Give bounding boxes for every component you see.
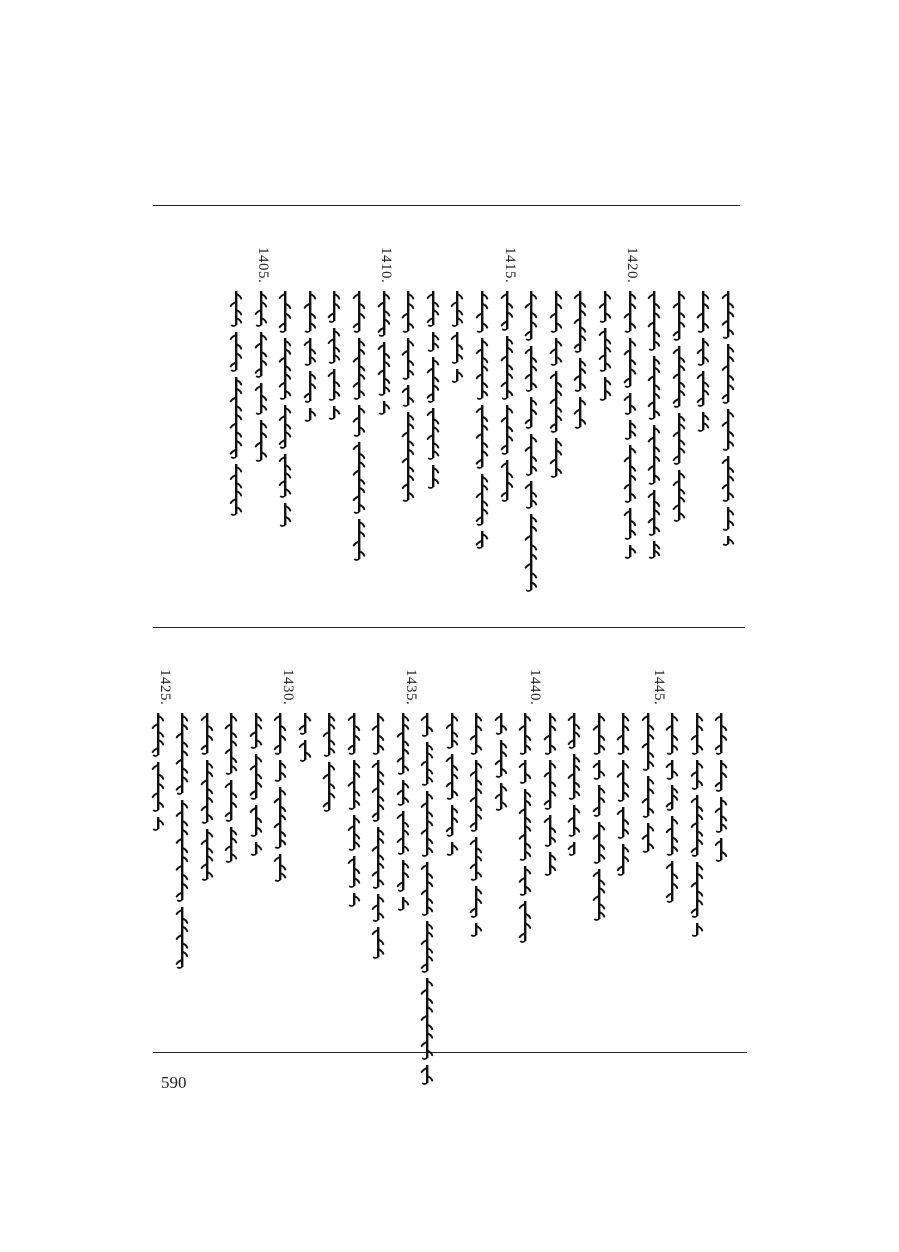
script-word [397, 811, 408, 854]
mongolian-text-column [352, 289, 366, 574]
script-word [593, 760, 604, 779]
script-word [575, 291, 586, 352]
script-word [354, 519, 365, 560]
mongolian-text-column [371, 711, 385, 972]
script-word [329, 328, 340, 363]
script-word [177, 713, 188, 794]
mongolian-text-column [592, 711, 606, 934]
script-glyphs [592, 711, 606, 934]
script-glyphs [518, 711, 532, 956]
script-glyphs [623, 289, 637, 572]
mongolian-text-column [426, 289, 440, 502]
script-glyphs [352, 289, 366, 574]
line-number: 1435. [403, 669, 419, 706]
script-word [348, 760, 359, 809]
script-glyphs [450, 289, 464, 396]
script-word [177, 907, 188, 968]
script-glyphs [469, 711, 483, 950]
script-word [446, 805, 457, 836]
script-word [520, 866, 531, 895]
script-word [354, 405, 365, 436]
script-word [251, 842, 261, 855]
script-word [691, 795, 702, 856]
script-word [422, 862, 433, 915]
script-word [649, 356, 660, 419]
script-word [593, 869, 604, 920]
script-word [642, 823, 653, 852]
script-word [477, 531, 488, 548]
mongolian-text-column [696, 289, 710, 445]
script-word [692, 923, 702, 936]
script-word [447, 842, 457, 855]
script-word [495, 740, 506, 777]
script-word [304, 338, 315, 365]
script-word [667, 816, 678, 855]
script-word [716, 838, 727, 861]
top-rule [153, 205, 740, 206]
mongolian-text-column [278, 289, 292, 540]
script-glyphs [175, 711, 189, 982]
script-word [348, 856, 359, 887]
mongolian-text-column [327, 289, 341, 433]
script-word [698, 291, 709, 332]
mongolian-text-column [396, 711, 410, 924]
script-word [477, 338, 488, 399]
script-word [723, 507, 733, 530]
mongolian-text-column [401, 289, 415, 515]
script-word [452, 291, 463, 326]
script-word [723, 344, 734, 403]
script-word [201, 829, 212, 880]
page-number: 590 [161, 1073, 187, 1092]
script-word [673, 470, 684, 521]
script-word [427, 291, 438, 326]
script-glyphs [690, 711, 704, 950]
script-word [329, 291, 340, 322]
script-glyphs [543, 711, 557, 889]
script-word [667, 713, 678, 754]
script-word [649, 541, 659, 558]
script-word [716, 760, 727, 791]
line-number: 1420. [624, 247, 640, 284]
script-word [446, 754, 457, 799]
script-word [329, 369, 340, 400]
script-glyphs [377, 289, 391, 428]
mongolian-text-column [450, 289, 464, 396]
script-word [299, 740, 310, 761]
script-glyphs [696, 289, 710, 445]
script-word [624, 393, 635, 414]
script-glyphs [278, 289, 292, 540]
script-glyphs [598, 289, 612, 414]
script-word [398, 897, 408, 910]
mongolian-text-column [641, 711, 655, 866]
script-word [667, 785, 678, 810]
script-word [471, 886, 482, 917]
script-word [275, 760, 285, 781]
script-glyphs [500, 289, 514, 515]
script-glyphs [249, 711, 263, 869]
line-number: 1410. [378, 247, 394, 284]
script-word [618, 844, 629, 875]
script-word [723, 291, 734, 338]
script-glyphs [494, 711, 508, 824]
script-word [403, 291, 414, 332]
mongolian-text-column [254, 289, 268, 475]
script-word [698, 338, 709, 365]
script-glyphs [426, 289, 440, 502]
script-word [397, 713, 408, 774]
script-glyphs [401, 289, 415, 515]
script-word [550, 438, 561, 477]
script-word [422, 1065, 433, 1084]
script-glyphs [616, 711, 630, 889]
mongolian-text-column [721, 289, 735, 559]
script-word [544, 815, 555, 846]
mongolian-text-column [500, 289, 514, 515]
script-word [231, 464, 242, 515]
script-word [348, 815, 359, 850]
script-word [231, 332, 242, 371]
script-word [304, 291, 315, 332]
script-word [299, 713, 310, 734]
mongolian-text-column [298, 711, 312, 775]
script-glyphs [445, 711, 459, 869]
script-word [427, 357, 438, 402]
mongolian-text-column [518, 711, 532, 956]
mongolian-text-column [377, 289, 391, 428]
mongolian-text-column [598, 289, 612, 414]
script-word [673, 413, 684, 464]
script-word [569, 754, 580, 799]
script-glyphs [420, 711, 434, 1098]
mongolian-text-column [229, 289, 243, 529]
script-word [280, 503, 290, 526]
script-word [378, 291, 389, 336]
script-word [600, 328, 611, 371]
mongolian-text-column [200, 711, 214, 894]
script-word [354, 291, 365, 332]
script-word [373, 927, 384, 958]
script-word [545, 852, 555, 875]
script-word [373, 760, 384, 821]
mongolian-text-column [347, 711, 361, 920]
script-word [600, 291, 611, 322]
script-word [471, 760, 482, 831]
script-word [624, 338, 635, 387]
script-glyphs [647, 289, 661, 572]
script-word [593, 785, 604, 816]
script-glyphs [714, 711, 728, 875]
script-word [324, 713, 335, 756]
script-word [428, 332, 438, 351]
script-word [625, 545, 635, 558]
mongolian-text-column [665, 711, 679, 916]
script-word [593, 713, 604, 754]
script-word [673, 346, 684, 407]
script-word [471, 837, 482, 880]
script-word [501, 405, 512, 454]
script-word [575, 397, 586, 428]
script-word [152, 713, 163, 756]
script-word [275, 713, 286, 754]
mongolian-text-column [543, 711, 557, 889]
mongolian-text-column [714, 711, 728, 875]
mongolian-text-column [475, 289, 489, 562]
script-word [330, 406, 340, 419]
script-glyphs [224, 711, 238, 876]
script-word [600, 377, 610, 400]
script-word [452, 332, 463, 363]
script-word [550, 291, 561, 332]
script-word [152, 762, 163, 811]
script-word [422, 742, 433, 785]
script-word [520, 789, 531, 860]
script-glyphs [327, 289, 341, 433]
script-word [373, 713, 384, 754]
script-word [716, 713, 727, 754]
script-word [723, 536, 733, 545]
script-glyphs [254, 289, 268, 475]
mongolian-text-column [647, 289, 661, 572]
script-word [667, 760, 678, 779]
script-word [231, 291, 242, 326]
script-glyphs [721, 289, 735, 559]
script-word [550, 338, 561, 365]
script-word [691, 760, 702, 789]
script-glyphs [524, 289, 538, 605]
mongolian-text-column [273, 711, 287, 895]
script-word [275, 854, 286, 881]
script-glyphs [229, 289, 243, 529]
mongolian-text-column [249, 711, 263, 869]
script-word [649, 490, 660, 535]
script-word [569, 842, 576, 855]
script-word [379, 401, 389, 414]
script-word [422, 921, 433, 972]
script-word [593, 822, 604, 863]
line-number: 1430. [280, 669, 296, 706]
script-word [304, 371, 315, 402]
line-number: 1445. [651, 669, 667, 706]
script-word [177, 800, 188, 901]
script-word [544, 713, 555, 754]
script-word [349, 893, 359, 906]
mongolian-text-column [573, 289, 587, 442]
mongolian-text-column [175, 711, 189, 982]
script-word [526, 346, 537, 391]
mongolian-text-column [567, 711, 581, 869]
script-glyphs [672, 289, 686, 535]
script-word [691, 862, 702, 917]
script-word [544, 760, 555, 809]
script-word [698, 371, 709, 406]
script-word [280, 405, 291, 448]
mongolian-text-column [303, 289, 317, 435]
script-word [526, 434, 537, 475]
script-word [280, 454, 291, 497]
script-word [520, 760, 531, 783]
script-glyphs [665, 711, 679, 916]
script-word [324, 762, 335, 811]
script-word [427, 408, 438, 459]
script-word [501, 336, 512, 399]
script-word [153, 817, 163, 830]
mongolian-text-column [672, 289, 686, 535]
script-word [354, 442, 365, 513]
script-word [526, 291, 537, 340]
script-glyphs [371, 711, 385, 972]
script-word [471, 923, 481, 936]
mongolian-text-column [224, 711, 238, 876]
script-glyphs [567, 711, 581, 869]
script-word [255, 420, 266, 461]
script-word [624, 291, 635, 332]
script-word [201, 760, 212, 823]
script-word [201, 713, 212, 754]
script-word [348, 713, 359, 754]
script-word [453, 369, 463, 382]
mongolian-text-column [151, 711, 165, 844]
script-word [618, 760, 629, 801]
script-word [378, 342, 389, 395]
script-word [649, 291, 660, 350]
script-word [526, 397, 537, 428]
script-word [403, 412, 414, 501]
script-glyphs [347, 711, 361, 920]
script-word [422, 978, 433, 1059]
mongolian-text-column [469, 711, 483, 950]
script-word [403, 338, 414, 379]
script-word [723, 409, 734, 450]
script-word [250, 754, 261, 799]
script-glyphs [396, 711, 410, 924]
script-word [642, 776, 653, 817]
script-glyphs [200, 711, 214, 894]
script-word [501, 460, 512, 501]
script-word [471, 713, 482, 754]
script-glyphs [273, 711, 287, 895]
script-glyphs [475, 289, 489, 562]
script-glyphs [322, 711, 336, 825]
script-glyphs [298, 711, 312, 775]
script-word [422, 713, 433, 736]
mongolian-text-column [322, 711, 336, 825]
script-word [569, 805, 580, 836]
script-word [477, 405, 488, 468]
script-word [624, 508, 635, 539]
script-word [255, 332, 266, 377]
script-word [226, 713, 237, 774]
mongolian-text-column [616, 711, 630, 889]
script-word [691, 713, 702, 754]
script-word [642, 713, 653, 770]
mongolian-text-column [494, 711, 508, 824]
script-word [373, 894, 384, 921]
script-word [716, 797, 727, 832]
script-word [526, 481, 537, 508]
script-word [397, 860, 408, 891]
script-word [305, 408, 315, 421]
script-glyphs [151, 711, 165, 844]
script-word [354, 338, 365, 399]
script-word [618, 713, 629, 754]
script-word [255, 383, 266, 414]
script-word [477, 291, 488, 332]
line-number: 1440. [527, 669, 543, 706]
script-word [280, 291, 291, 332]
script-word [520, 901, 531, 942]
script-word [495, 783, 506, 810]
script-word [231, 377, 242, 458]
script-word [624, 445, 635, 502]
script-word [625, 420, 635, 439]
line-number: 1415. [502, 247, 518, 284]
script-glyphs [573, 289, 587, 442]
script-word [569, 713, 580, 748]
script-glyphs [549, 289, 563, 491]
line-number: 1405. [255, 247, 271, 284]
mongolian-text-column [524, 289, 538, 605]
script-word [526, 514, 537, 591]
script-word [667, 861, 678, 902]
script-word [397, 780, 408, 805]
mongolian-text-column [623, 289, 637, 572]
bottom-rule [153, 1052, 747, 1053]
script-word [403, 385, 414, 406]
middle-rule [153, 627, 745, 628]
script-word [550, 371, 561, 432]
mongolian-text-column [690, 711, 704, 950]
script-word [575, 358, 586, 391]
script-word [422, 791, 433, 856]
script-glyphs [303, 289, 317, 435]
script-word [250, 805, 261, 836]
script-word [226, 827, 237, 862]
mongolian-text-column [445, 711, 459, 869]
script-glyphs [641, 711, 655, 866]
script-word [673, 291, 684, 340]
script-word [255, 291, 266, 326]
script-word [226, 780, 237, 821]
script-word [495, 713, 506, 734]
script-word [520, 713, 531, 754]
script-word [618, 807, 629, 838]
script-word [428, 465, 438, 488]
script-word [275, 787, 286, 848]
script-word [477, 474, 488, 525]
script-word [446, 713, 457, 748]
script-word [373, 827, 384, 888]
script-word [649, 425, 660, 484]
script-word [501, 291, 512, 330]
mongolian-text-column [549, 289, 563, 491]
mongolian-text-column [420, 711, 434, 1098]
script-word [699, 412, 709, 431]
line-number: 1425. [157, 669, 173, 706]
script-word [723, 456, 734, 501]
script-word [250, 713, 261, 748]
script-word [280, 338, 291, 399]
